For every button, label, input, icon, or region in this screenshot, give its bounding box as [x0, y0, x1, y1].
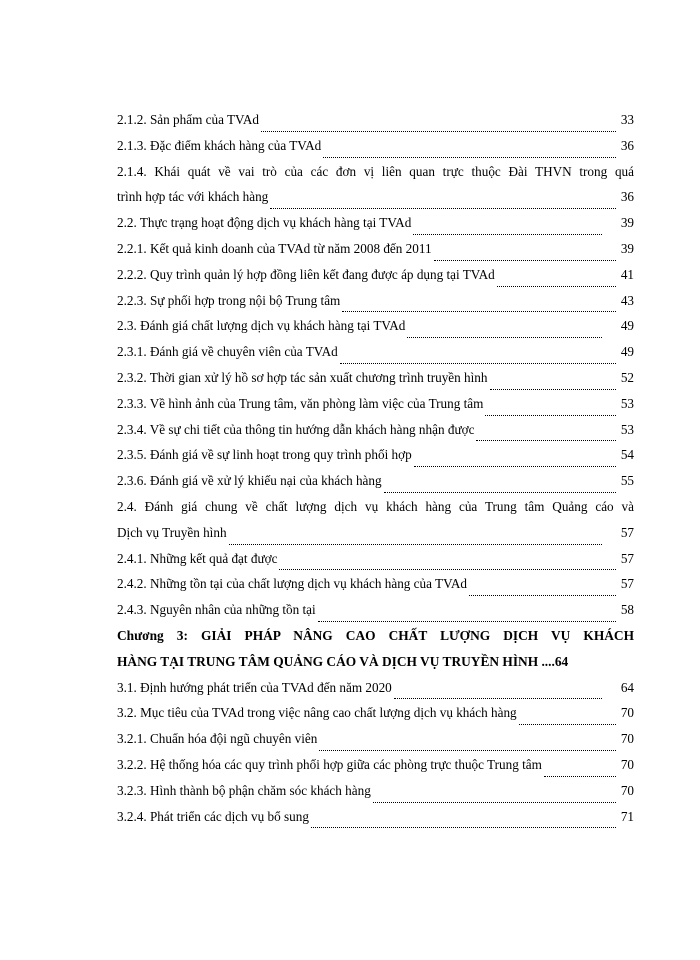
dot-leader: [497, 285, 616, 287]
toc-entry-title: 2.2.2. Quy trình quản lý hợp đồng liên kết đang được áp dụng tại TVAd: [117, 266, 495, 282]
toc-entry: [117, 370, 634, 396]
toc-entry-title: 3.2.2. Hệ thống hóa các quy trình phối hợp giữa các phòng trực thuộc Trung tâm: [117, 756, 542, 772]
toc-entry: [117, 809, 634, 835]
toc-entry-title: 2.3.2. Thời gian xử lý hồ sơ hợp tác sản xuất chương trình truyền hình: [117, 369, 488, 385]
toc-entry: [117, 344, 634, 370]
toc-entry: [117, 241, 634, 267]
dot-leader: [323, 156, 616, 158]
toc-entry: [117, 783, 634, 809]
toc-entry-title: 3.1. Định hướng phát triển của TVAd đến năm 2020: [117, 679, 392, 695]
toc-entry: [117, 189, 634, 215]
toc-entry-title: 2.1.3. Đặc điểm khách hàng của TVAd: [117, 137, 322, 153]
chapter-heading: Chương 3: GIẢI PHÁP NÂNG CAO CHẤT LƯỢNG DỊCH VỤ KHÁCH: [117, 627, 634, 643]
toc-entry-page: 49: [620, 318, 634, 334]
toc-entry: [117, 473, 634, 499]
toc-entry: [117, 318, 634, 344]
toc-entry-title: 2.2. Thực trạng hoạt động dịch vụ khách hàng tại TVAd: [117, 215, 412, 231]
toc-entry: [117, 551, 634, 577]
toc-entry-page: 58: [620, 602, 634, 618]
toc-entry: [117, 267, 634, 293]
toc-entry-title: 2.3.6. Đánh giá về xử lý khiếu nại của khách hàng: [117, 473, 382, 489]
toc-entry: [117, 525, 634, 551]
toc-entry-page: 55: [620, 473, 634, 489]
toc-entry-page: 70: [620, 756, 634, 772]
toc-entry-page: 52: [620, 369, 634, 385]
toc-entry-page: 57: [620, 576, 634, 592]
toc-entry-title: 2.3. Đánh giá chất lượng dịch vụ khách hàng tại TVAd: [117, 318, 406, 334]
toc-entry: [117, 705, 634, 731]
toc-entry-title-continued: trình hợp tác với khách hàng: [117, 189, 269, 205]
toc-entry: [117, 731, 634, 757]
toc-entry-page: 36: [620, 137, 634, 153]
toc-entry-page: 39: [620, 215, 634, 231]
toc-entry-title: 2.1.4. Khái quát về vai trò của các đơn vị liên quan trực thuộc Đài THVN trong quá: [117, 163, 634, 179]
dot-leader: [279, 568, 616, 570]
dot-leader: [270, 207, 616, 209]
toc-entry-page: 54: [620, 447, 634, 463]
toc-entry: [117, 576, 634, 602]
dot-leader: [342, 310, 616, 312]
toc-entry-page: 70: [620, 731, 634, 747]
dot-leader: [434, 259, 616, 261]
toc-entry-title: 2.1.2. Sản phẩm của TVAd: [117, 112, 259, 127]
toc-entry-title: 2.4.1. Những kết quả đạt được: [117, 550, 278, 566]
toc-entry-title: 2.3.1. Đánh giá về chuyên viên của TVAd: [117, 344, 338, 360]
toc-entry: [117, 293, 634, 319]
toc-entry-page: 70: [620, 782, 634, 798]
toc-entry-page: 57: [620, 524, 634, 540]
chapter-page: 64: [554, 653, 569, 669]
dot-leader: [490, 388, 617, 390]
toc-entry-page: 49: [620, 344, 634, 360]
dot-leader: [413, 233, 602, 235]
toc-entry-page: 41: [620, 266, 634, 282]
toc-entry-title: 2.3.3. Về hình ảnh của Trung tâm, văn phòng làm việc của Trung tâm: [117, 395, 484, 411]
toc-entry-title: 3.2. Mục tiêu của TVAd trong việc nâng cao chất lượng dịch vụ khách hàng: [117, 705, 517, 721]
toc-entry: [117, 215, 634, 241]
dot-leader: [485, 414, 616, 416]
toc-entry: [117, 138, 634, 164]
dot-leader: [519, 723, 616, 725]
toc-entry-title: 3.2.3. Hình thành bộ phận chăm sóc khách hàng: [117, 782, 371, 798]
toc-entry-title: 2.4. Đánh giá chung về chất lượng dịch vụ khách hàng của Trung tâm Quảng cáo và: [117, 498, 634, 514]
toc-entry-page: 36: [620, 189, 634, 205]
toc-entry-title: 2.2.3. Sự phối hợp trong nội bộ Trung tâm: [117, 292, 341, 308]
toc-entry-page: 71: [620, 808, 634, 824]
toc-entry-page: 43: [620, 292, 634, 308]
dot-leader: [373, 801, 616, 803]
table-of-contents: [117, 112, 634, 834]
dot-leader: [261, 130, 616, 132]
chapter-heading-continued: HÀNG TẠI TRUNG TÂM QUẢNG CÁO VÀ DỊCH VỤ TRUYỀN HÌNH ....: [117, 653, 555, 669]
toc-entry-page: 53: [620, 395, 634, 411]
toc-entry-page: 57: [620, 550, 634, 566]
dot-leader: [544, 775, 616, 777]
toc-entry: [117, 396, 634, 422]
dot-leader: [407, 336, 602, 338]
dot-leader: [384, 491, 616, 493]
dot-leader: [319, 749, 616, 751]
toc-entry: [117, 602, 634, 628]
chapter-heading-row: [117, 654, 634, 680]
toc-entry: [117, 757, 634, 783]
dot-leader: [229, 543, 602, 545]
toc-entry-title: 2.3.5. Đánh giá về sự linh hoạt trong quy trình phối hợp: [117, 447, 412, 463]
toc-entry: [117, 447, 634, 473]
dot-leader: [414, 465, 616, 467]
toc-entry-page: 70: [620, 705, 634, 721]
toc-entry-title: 3.2.4. Phát triển các dịch vụ bổ sung: [117, 808, 309, 824]
toc-entry-title: 2.4.3. Nguyên nhân của những tồn tại: [117, 602, 316, 618]
toc-entry-title: 2.4.2. Những tồn tại của chất lượng dịch vụ khách hàng của TVAd: [117, 576, 468, 592]
toc-entry-title: 2.2.1. Kết quả kinh doanh của TVAd từ năm 2008 đến 2011: [117, 240, 432, 256]
dot-leader: [469, 594, 616, 596]
toc-entry-page: 64: [620, 679, 634, 695]
toc-entry-page: 33: [620, 112, 634, 127]
toc-entry-page: 39: [620, 240, 634, 256]
toc-entry-title-continued: Dịch vụ Truyền hình: [117, 524, 227, 540]
toc-entry-title: 2.3.4. Về sự chi tiết của thông tin hướng dẫn khách hàng nhận được: [117, 421, 475, 437]
toc-entry: [117, 112, 634, 138]
dot-leader: [340, 362, 616, 364]
dot-leader: [476, 439, 616, 441]
dot-leader: [394, 697, 602, 699]
dot-leader: [318, 620, 616, 622]
toc-entry: [117, 680, 634, 706]
toc-entry-title: 3.2.1. Chuẩn hóa đội ngũ chuyên viên: [117, 731, 318, 747]
dot-leader: [311, 826, 616, 828]
toc-entry: [117, 422, 634, 448]
toc-entry-page: 53: [620, 421, 634, 437]
